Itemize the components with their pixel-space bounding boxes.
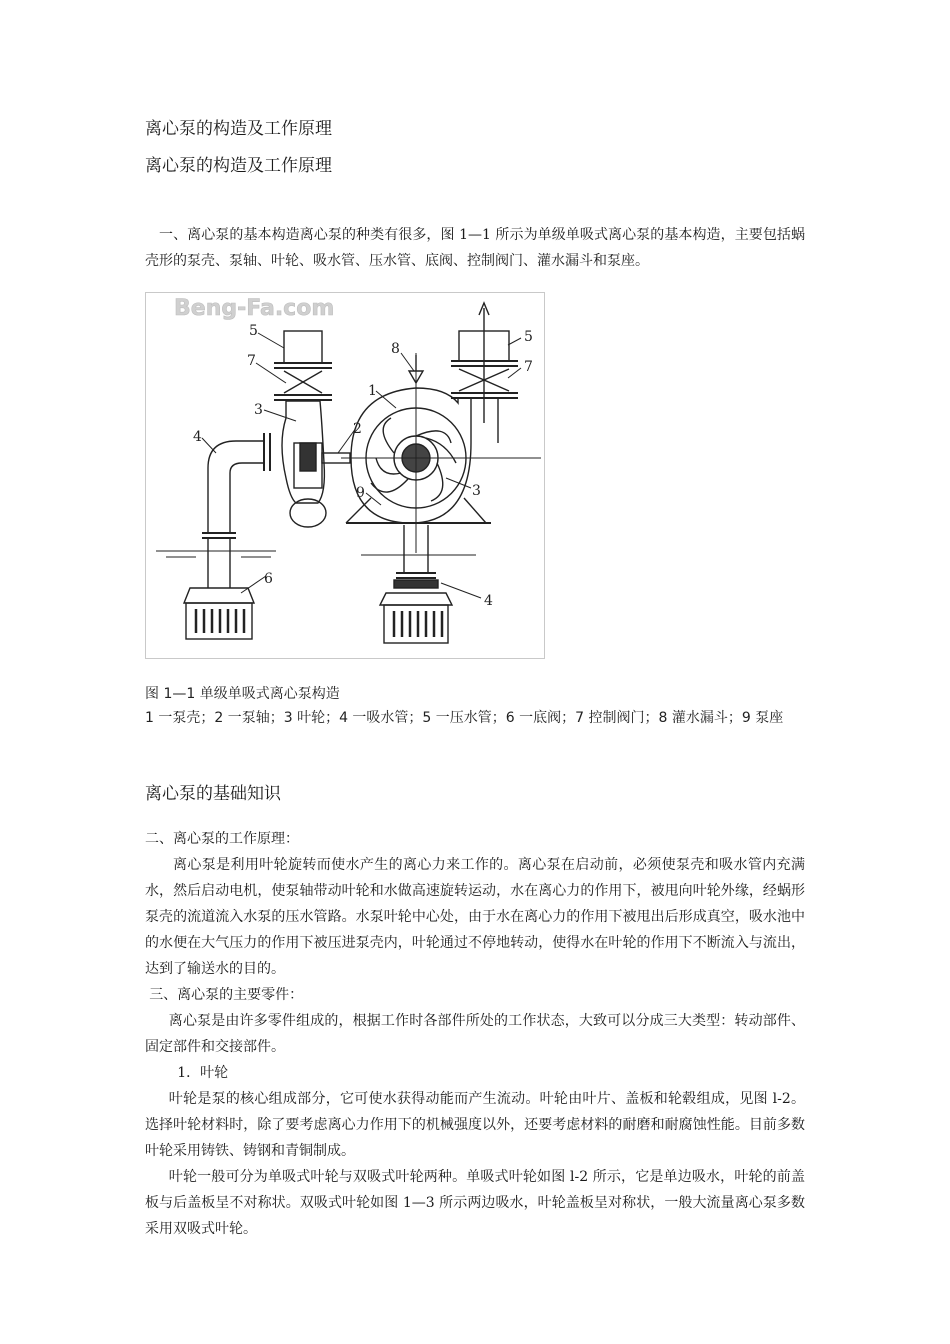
- section-title: 离心泵的基础知识: [145, 784, 281, 804]
- figure-caption: 图 1—1 单级单吸式离心泵构造: [145, 686, 340, 702]
- pump-figure: [145, 292, 545, 659]
- section-2-heading: 二、离心泵的工作原理：: [145, 831, 299, 847]
- label-4-right: 4: [484, 593, 493, 609]
- figure-legend: 1 一泵壳；2 一泵轴；3 叶轮；4 一吸水管；5 一压水管；6 一底阀；7 控制阀门；8 灌水漏斗；9 泵座: [145, 710, 784, 726]
- section-3-heading: 三、离心泵的主要零件：: [149, 987, 304, 1003]
- label-1: 1: [368, 383, 377, 399]
- label-3-right: 3: [472, 483, 481, 499]
- impeller-paragraph-2: 叶轮一般可分为单吸式叶轮与双吸式叶轮两种。单吸式叶轮如图 l-2 所示，它是单边吸水，叶轮的前盖板与后盖板呈不对称状。双吸式叶轮如图 1—3 所示两边吸水，叶轮盖板呈对称状，一般大流量离心泵多数采用双吸式叶轮。: [145, 1169, 805, 1237]
- pump-diagram: [146, 293, 544, 658]
- label-9: 9: [356, 485, 365, 501]
- watermark-text: Beng-Fa.com: [174, 296, 335, 321]
- section-3-item-1: 1．叶轮: [177, 1065, 229, 1081]
- label-2: 2: [353, 421, 362, 437]
- label-7-left: 7: [247, 353, 256, 369]
- doc-title: 离心泵的构造及工作原理: [145, 119, 332, 139]
- label-4-left: 4: [193, 429, 202, 445]
- label-8: 8: [391, 341, 400, 357]
- label-6: 6: [264, 571, 273, 587]
- label-7-right: 7: [524, 359, 533, 375]
- intro-paragraph: 一、离心泵的基本构造离心泵的种类有很多，图 1—1 所示为单级单吸式离心泵的基本构造，主要包括蜗壳形的泵壳、泵轴、叶轮、吸水管、压水管、底阀、控制阀门、灌水漏斗和泵座。: [145, 227, 805, 269]
- label-5-left: 5: [249, 323, 258, 339]
- section-2-body: 离心泵是利用叶轮旋转而使水产生的离心力来工作的。离心泵在启动前，必须使泵壳和吸水管内充满水，然后启动电机，使泵轴带动叶轮和水做高速旋转运动，水在离心力的作用下，被甩向叶轮外缘，经蜗形泵壳的流道流入水泵的压水管路。水泵叶轮中心处，由于水在离心力的作用下被甩出后形成真空，吸水池中的水便在大气压力的作用下被压进泵壳内，叶轮通过不停地转动，使得水在叶轮的作用下不断流入与流出，达到了输送水的目的。: [145, 857, 805, 977]
- label-3-left: 3: [254, 402, 263, 418]
- doc-subtitle: 离心泵的构造及工作原理: [145, 156, 332, 176]
- section-3-body: 离心泵是由许多零件组成的，根据工作时各部件所处的工作状态，大致可以分成三大类型：转动部件、固定部件和交接部件。: [145, 1013, 805, 1055]
- label-5-right: 5: [524, 329, 533, 345]
- discharge-pipe-left: [284, 331, 322, 363]
- impeller-paragraph-1: 叶轮是泵的核心组成部分，它可使水获得动能而产生流动。叶轮由叶片、盖板和轮毂组成，见图 l-2。选择叶轮材料时，除了要考虑离心力作用下的机械强度以外，还要考虑材料的耐磨和耐腐蚀性能。目前多数叶轮采用铸铁、铸钢和青铜制成。: [145, 1091, 805, 1159]
